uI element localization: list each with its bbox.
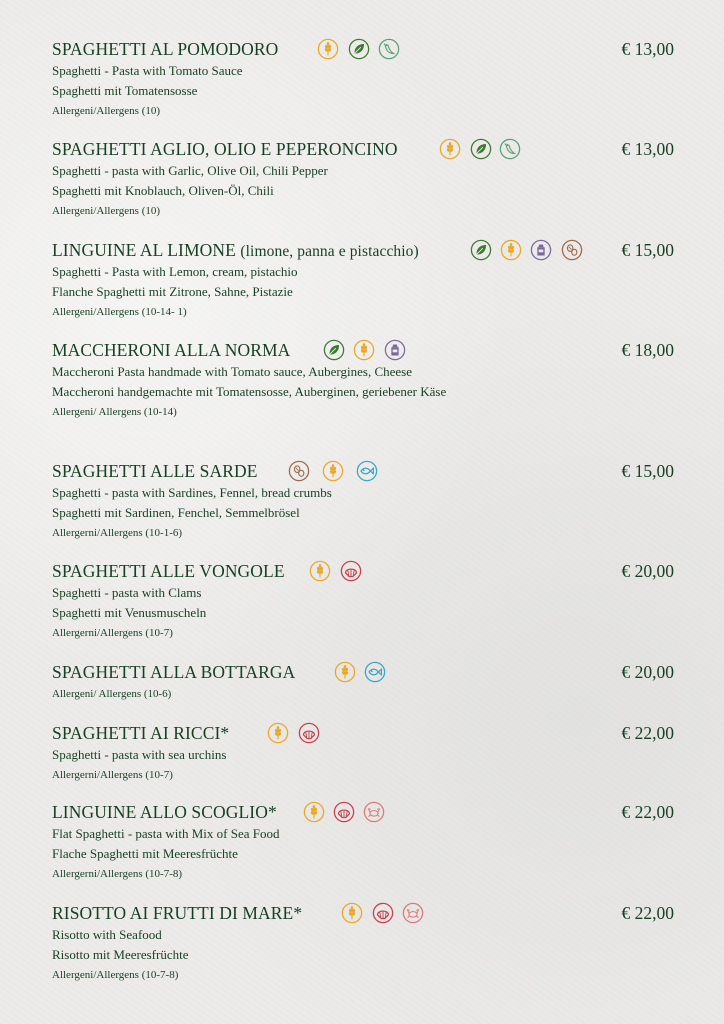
dish-price: € 20,00 xyxy=(621,662,674,682)
wheat-icon xyxy=(500,239,522,261)
description-en: Spaghetti - pasta with Clams xyxy=(52,585,202,600)
nuts-icon xyxy=(288,460,310,482)
menu-item xyxy=(52,660,674,704)
shellfish-icon xyxy=(372,902,394,924)
shellfish-icon xyxy=(298,722,320,744)
wheat-icon xyxy=(322,460,344,482)
vegetarian-leaf-icon xyxy=(323,339,345,361)
allergens-line: Allergeni/ Allergens (10-14) xyxy=(52,406,177,418)
description-en: Spaghetti - pasta with Sardines, Fennel, bread crumbs xyxy=(52,485,332,500)
crustacean-icon xyxy=(402,902,424,924)
fish-icon xyxy=(356,460,378,482)
dairy-icon xyxy=(384,339,406,361)
vegetarian-leaf-icon xyxy=(470,239,492,261)
allergens-line: Allergeni/Allergens (10) xyxy=(52,105,161,117)
allergens-line: Allergerni/Allergens (10-7) xyxy=(52,769,173,781)
description-de: Spaghetti mit Venusmuscheln xyxy=(52,605,207,620)
description-en: Risotto with Seafood xyxy=(52,927,162,942)
wheat-icon xyxy=(303,801,325,823)
dish-title xyxy=(52,238,419,264)
allergens-line: Allergeni/Allergens (10-14- 1) xyxy=(52,306,187,318)
shellfish-icon xyxy=(340,560,362,582)
description-en: Flat Spaghetti - pasta with Mix of Sea Food xyxy=(52,826,280,841)
dish-price: € 13,00 xyxy=(621,39,674,59)
dish-title-main: LINGUINE AL LIMONE xyxy=(52,240,236,260)
dish-title: RISOTTO AI FRUTTI DI MARE* xyxy=(52,903,303,923)
crustacean-icon xyxy=(363,801,385,823)
wheat-icon xyxy=(267,722,289,744)
description-de: Flache Spaghetti mit Meeresfrüchte xyxy=(52,846,238,861)
menu-item xyxy=(52,37,674,121)
description-en: Maccheroni Pasta handmade with Tomato sauce, Aubergines, Cheese xyxy=(52,364,412,379)
menu-item xyxy=(52,559,674,643)
chili-pepper-icon xyxy=(499,138,521,160)
wheat-icon xyxy=(353,339,375,361)
menu-item xyxy=(52,137,674,221)
allergens-line: Allergerni/Allergens (10-1-6) xyxy=(52,527,183,539)
menu-item xyxy=(52,800,674,884)
dish-title: SPAGHETTI AGLIO, OLIO E PEPERONCINO xyxy=(52,139,398,159)
wheat-icon xyxy=(317,38,339,60)
menu-item xyxy=(52,901,674,985)
dish-title: SPAGHETTI ALLA BOTTARGA xyxy=(52,662,296,682)
wheat-icon xyxy=(334,661,356,683)
menu-item xyxy=(52,721,674,785)
dish-title: SPAGHETTI AI RICCI* xyxy=(52,723,230,743)
description-en: Spaghetti - Pasta with Lemon, cream, pistachio xyxy=(52,264,298,279)
description-de: Risotto mit Meeresfrüchte xyxy=(52,947,189,962)
dish-price: € 15,00 xyxy=(621,240,674,260)
allergens-line: Allergerni/Allergens (10-7-8) xyxy=(52,868,183,880)
description-de: Spaghetti mit Sardinen, Fenchel, Semmelbrösel xyxy=(52,505,300,520)
chili-pepper-icon xyxy=(378,38,400,60)
description-de: Spaghetti mit Knoblauch, Oliven-Öl, Chili xyxy=(52,183,274,198)
fish-icon xyxy=(364,661,386,683)
vegetarian-leaf-icon xyxy=(348,38,370,60)
wheat-icon xyxy=(439,138,461,160)
dish-price: € 22,00 xyxy=(621,723,674,743)
dish-price: € 18,00 xyxy=(621,340,674,360)
allergens-line: Allergerni/Allergens (10-7) xyxy=(52,627,173,639)
shellfish-icon xyxy=(333,801,355,823)
allergens-line: Allergeni/ Allergens (10-6) xyxy=(52,688,172,700)
allergens-line: Allergeni/Allergens (10-7-8) xyxy=(52,969,179,981)
nuts-icon xyxy=(561,239,583,261)
dish-price: € 13,00 xyxy=(621,139,674,159)
dish-title: MACCHERONI ALLA NORMA xyxy=(52,340,291,360)
dish-title: SPAGHETTI AL POMODORO xyxy=(52,39,279,59)
description-de: Spaghetti mit Tomatensosse xyxy=(52,83,198,98)
dish-title: SPAGHETTI ALLE SARDE xyxy=(52,461,258,481)
description-en: Spaghetti - Pasta with Tomato Sauce xyxy=(52,63,243,78)
description-de: Maccheroni handgemachte mit Tomatensosse, Auberginen, geriebener Käse xyxy=(52,384,447,399)
dairy-icon xyxy=(530,239,552,261)
dish-title-sub: (limone, panna e pistacchio) xyxy=(240,243,419,260)
dish-price: € 15,00 xyxy=(621,461,674,481)
vegetarian-leaf-icon xyxy=(470,138,492,160)
dish-price: € 22,00 xyxy=(621,802,674,822)
description-en: Spaghetti - pasta with sea urchins xyxy=(52,747,227,762)
description-en: Spaghetti - pasta with Garlic, Olive Oil, Chili Pepper xyxy=(52,163,328,178)
dish-price: € 22,00 xyxy=(621,903,674,923)
wheat-icon xyxy=(309,560,331,582)
menu-item xyxy=(52,338,674,422)
wheat-icon xyxy=(341,902,363,924)
dish-title: SPAGHETTI ALLE VONGOLE xyxy=(52,561,285,581)
description-de: Flanche Spaghetti mit Zitrone, Sahne, Pistazie xyxy=(52,284,293,299)
menu-item xyxy=(52,459,674,543)
allergens-line: Allergeni/Allergens (10) xyxy=(52,205,161,217)
dish-price: € 20,00 xyxy=(621,561,674,581)
menu-item xyxy=(52,238,674,322)
dish-title: LINGUINE ALLO SCOGLIO* xyxy=(52,802,277,822)
